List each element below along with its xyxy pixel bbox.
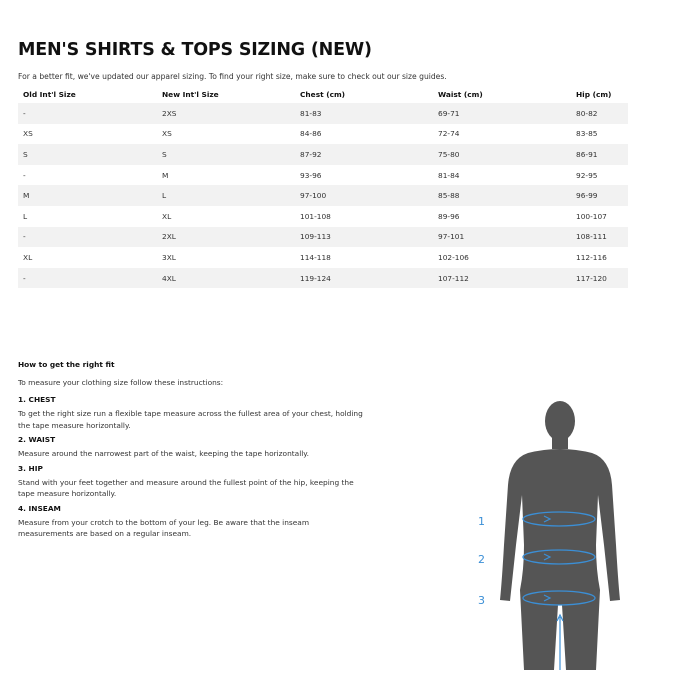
chest-section-text: To get the right size run a flexible tape measure across the fullest area of your chest, holding the tape measure horizontally. (18, 409, 363, 430)
table-cell: 84-86 (295, 124, 433, 145)
table-cell: XS (18, 124, 157, 145)
body-measurement-figure (470, 395, 640, 670)
table-row (18, 268, 628, 289)
table-cell: L (18, 206, 157, 227)
table-cell: 109-113 (295, 227, 433, 248)
table-cell: 102-106 (433, 247, 571, 268)
table-cell: 89-96 (433, 206, 571, 227)
table-row (18, 185, 628, 206)
table-cell: 69-71 (433, 103, 571, 124)
table-cell: 2XS (157, 103, 295, 124)
table-cell: 92-95 (571, 165, 628, 186)
measure-lines-icon (470, 395, 640, 670)
table-cell: 93-96 (295, 165, 433, 186)
table-cell: 81-84 (433, 165, 571, 186)
page-title: MEN'S SHIRTS & TOPS SIZING (NEW) (18, 40, 372, 60)
table-row (18, 247, 628, 268)
table-row (18, 165, 628, 186)
fit-instructions (18, 360, 363, 544)
table-cell: M (18, 185, 157, 206)
inseam-section-text: Measure from your crotch to the bottom of your leg. Be aware that the inseam measurements are based on a regular inseam. (18, 517, 310, 538)
waist-section-title: 2. WAIST (18, 435, 56, 444)
header-hip: Hip (cm) (571, 86, 628, 103)
waist-section-text: Measure around the narrowest part of the waist, keeping the tape horizontally. (18, 449, 309, 458)
table-row (18, 144, 628, 165)
hip-section-text: Stand with your feet together and measure around the fullest point of the hip, keeping the tape measure horizontally. (18, 477, 354, 498)
table-cell: 86-91 (571, 144, 628, 165)
measure-label-3: 3 (478, 594, 485, 607)
table-row (18, 124, 628, 145)
table-cell: 87-92 (295, 144, 433, 165)
intro-text: For a better fit, we've updated our apparel sizing. To find your right size, make sure to check out our size guides. (18, 72, 447, 81)
table-cell: 107-112 (433, 268, 571, 289)
table-cell: 75-80 (433, 144, 571, 165)
header-new-intl-size: New Int'l Size (157, 86, 295, 103)
table-row (18, 206, 628, 227)
hip-section-title: 3. HIP (18, 463, 43, 473)
table-cell: 4XL (157, 268, 295, 289)
instructions-title: How to get the right fit (18, 360, 115, 369)
header-chest: Chest (cm) (295, 86, 433, 103)
table-cell: - (18, 103, 157, 124)
table-cell: L (157, 185, 295, 206)
table-cell: 85-88 (433, 185, 571, 206)
table-header-row (18, 86, 628, 103)
header-old-intl-size: Old Int'l Size (18, 86, 157, 103)
table-cell: 117-120 (571, 268, 628, 289)
table-cell: 114-118 (295, 247, 433, 268)
table-cell: 119-124 (295, 268, 433, 289)
chest-section-title: 1. CHEST (18, 395, 56, 404)
table-cell: 80-82 (571, 103, 628, 124)
table-cell: 101-108 (295, 206, 433, 227)
inseam-section-title: 4. INSEAM (18, 503, 61, 513)
table-cell: 3XL (157, 247, 295, 268)
table-cell: - (18, 165, 157, 186)
table-cell: 97-100 (295, 185, 433, 206)
table-cell: S (157, 144, 295, 165)
table-cell: 108-111 (571, 227, 628, 248)
table-row (18, 227, 628, 248)
table-cell: 97-101 (433, 227, 571, 248)
size-table (18, 86, 628, 288)
table-cell: XL (157, 206, 295, 227)
instructions-lead: To measure your clothing size follow these instructions: (18, 378, 224, 387)
table-cell: M (157, 165, 295, 186)
table-cell: 72-74 (433, 124, 571, 145)
table-row (18, 103, 628, 124)
table-cell: - (18, 268, 157, 289)
table-cell: XL (18, 247, 157, 268)
table-cell: 2XL (157, 227, 295, 248)
table-cell: 81-83 (295, 103, 433, 124)
table-cell: 100-107 (571, 206, 628, 227)
table-cell: S (18, 144, 157, 165)
table-cell: XS (157, 124, 295, 145)
header-waist: Waist (cm) (433, 86, 571, 103)
measure-label-1: 1 (478, 515, 485, 528)
table-cell: 83-85 (571, 124, 628, 145)
measure-label-2: 2 (478, 553, 485, 566)
table-cell: - (18, 227, 157, 248)
table-cell: 96-99 (571, 185, 628, 206)
table-cell: 112-116 (571, 247, 628, 268)
